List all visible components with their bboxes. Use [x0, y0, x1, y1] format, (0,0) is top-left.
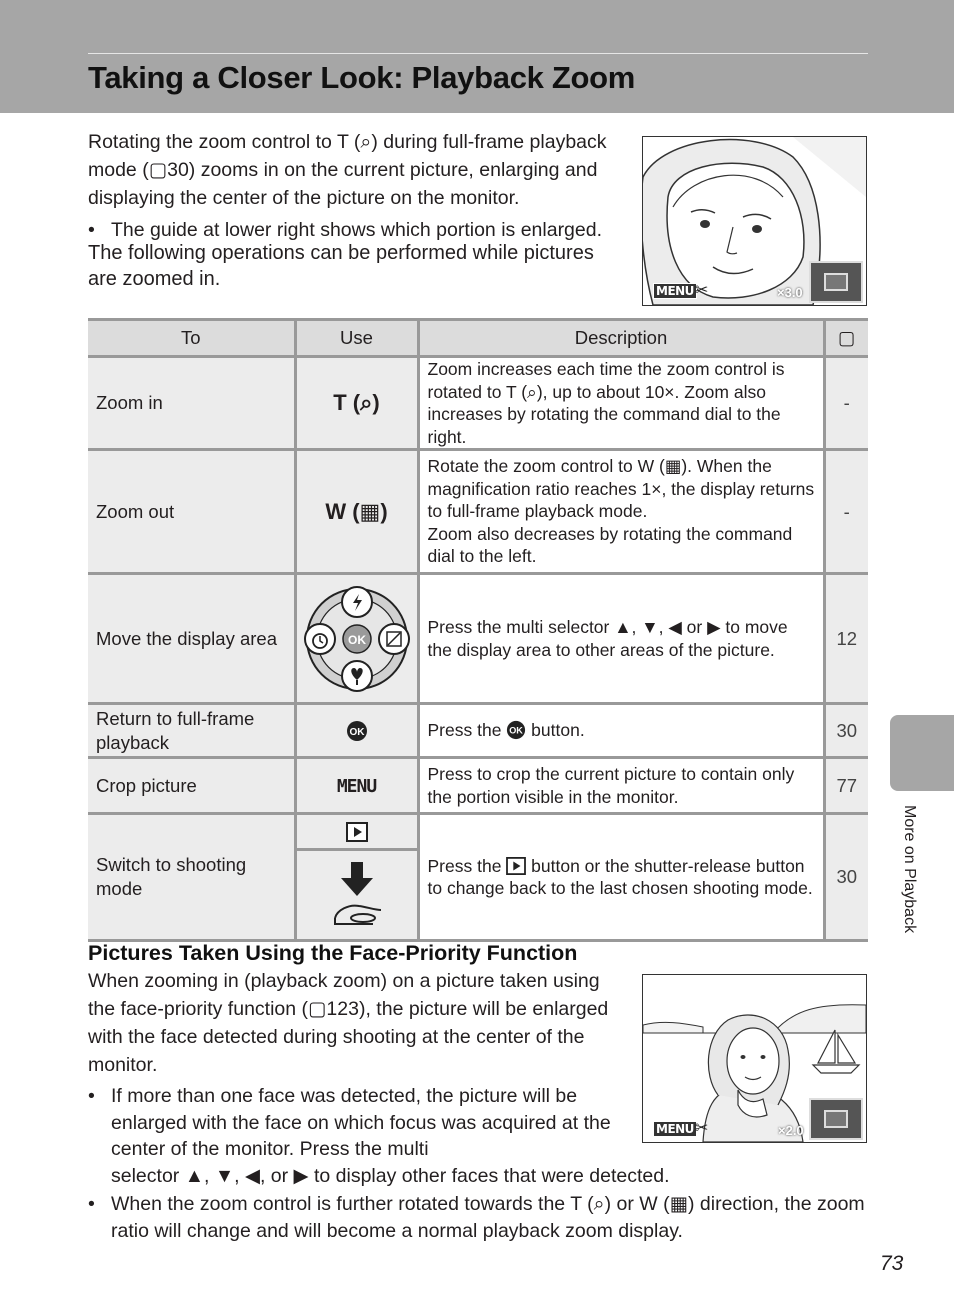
table-row	[88, 574, 868, 704]
row-description: Press the multi selector ▲, ▼, ◀ or ▶ to move the display area to other areas of the picture.	[418, 574, 824, 704]
row-use	[295, 357, 418, 450]
col-header-description: Description	[418, 320, 824, 357]
section-side-tab	[890, 715, 954, 791]
shutter-release-cell	[297, 851, 417, 939]
row-description-post: button.	[526, 720, 585, 741]
page-number: 73	[880, 1252, 904, 1275]
col-header-to: To	[88, 320, 295, 357]
row-to: Zoom out	[88, 450, 295, 574]
zoom-guide-viewport	[824, 273, 848, 291]
row-to: Crop picture	[88, 758, 295, 814]
intro-tail: The following operations can be performed while pictures are zoomed in.	[88, 242, 594, 290]
row-to: Switch to shooting mode	[88, 814, 295, 941]
row-page: -	[824, 450, 868, 574]
row-description: Press to crop the current picture to contain only the portion visible in the monitor.	[418, 758, 824, 814]
page-header	[0, 0, 954, 113]
row-description: Zoom increases each time the zoom control is rotated to T (⌕), up to about 10×. Zoom also increases by rotating the command dial to the right.	[418, 357, 824, 450]
table-row	[88, 758, 868, 814]
section-side-label: More on Playback	[901, 805, 918, 934]
section-paragraph: When zooming in (playback zoom) on a picture taken using the face-priority function (▢123), the picture will be enlarged with the face detected during shooting at the center of the monitor.	[88, 970, 609, 1076]
zoom-ratio: ×3.0	[777, 285, 803, 300]
row-use	[295, 704, 418, 758]
zoom-ratio: ×2.0	[778, 1123, 804, 1138]
row-description-pre: Press the	[427, 855, 507, 876]
row-page: -	[824, 357, 868, 450]
page-title: Taking a Closer Look: Playback Zoom	[88, 60, 636, 95]
intro-block	[88, 128, 623, 292]
row-to: Zoom in	[88, 357, 295, 450]
row-description-part1: Rotate the zoom control to W (▦). When the magnification ratio reaches 1×, the display returns to full-frame playback mode.	[427, 456, 815, 522]
row-page: 30	[824, 814, 868, 941]
table-row	[88, 357, 868, 450]
ok-button-icon	[346, 720, 368, 742]
section-title: Pictures Taken Using the Face-Priority Function	[88, 941, 578, 965]
section-bullet-1-part2: selector ▲, ▼, ◀, or ▶ to display other faces that were detected.	[111, 1164, 670, 1187]
menu-icon: MENU	[653, 283, 697, 299]
row-page: 30	[824, 704, 868, 758]
svg-text:OK: OK	[347, 632, 366, 647]
multi-selector-icon	[302, 584, 412, 694]
row-use	[295, 574, 418, 704]
intro-bullet: • The guide at lower right shows which portion is enlarged.	[88, 216, 623, 244]
playback-button-icon	[346, 822, 368, 842]
row-use	[295, 758, 418, 814]
zoom-out-wide-icon: W (▦)	[325, 498, 388, 524]
zoom-in-tele-icon: T (⌕)	[333, 390, 380, 415]
zoom-guide	[809, 261, 863, 303]
row-description-pre: Press the	[427, 720, 507, 741]
row-use	[295, 814, 418, 941]
section-body	[88, 967, 878, 1244]
row-description	[418, 704, 824, 758]
row-description-post: button or the shutter-release button to change back to the last chosen shooting mode.	[427, 855, 813, 898]
row-page: 12	[824, 574, 868, 704]
playback-button-inline-icon	[506, 857, 526, 875]
row-to: Move the display area	[88, 574, 295, 704]
playback-zoom-thumbnail	[642, 136, 867, 306]
col-header-use: Use	[295, 320, 418, 357]
section-bullet-1	[88, 1083, 878, 1189]
row-description	[418, 814, 824, 941]
scissors-icon: ✂	[695, 1120, 709, 1137]
playback-button-cell	[297, 815, 417, 851]
row-description-part2: Zoom also decreases by rotating the command dial to the left.	[427, 523, 793, 567]
svg-text:OK: OK	[509, 725, 524, 736]
section-bullet-2: • When the zoom control is further rotated towards the T (⌕) or W (▦) direction, the zoom ratio will change and will become a normal playback zoom display.	[88, 1191, 878, 1244]
row-use	[295, 450, 418, 574]
row-to: Return to full-frame playback	[88, 704, 295, 758]
table-row	[88, 814, 868, 941]
ok-button-inline-icon	[506, 720, 526, 740]
table-header-row	[88, 320, 868, 357]
row-description	[418, 450, 824, 574]
menu-button-icon: MENU	[336, 775, 377, 797]
operations-table	[88, 318, 868, 942]
svg-text:OK: OK	[349, 726, 364, 738]
section-bullet-1-part1: • If more than one face was detected, the picture will be enlarged with the face on which focus was acquired at the center of the monitor. Press the multi	[111, 1085, 611, 1160]
intro-paragraph: Rotating the zoom control to T (⌕) during full-frame playback mode (▢30) zooms in on the current picture, enlarging and displaying the center of the picture on the monitor.	[88, 131, 607, 209]
menu-icon: MENU	[653, 1121, 697, 1137]
table-row	[88, 704, 868, 758]
col-header-page-ref-icon: ▢	[824, 320, 868, 357]
scissors-icon: ✂	[695, 282, 709, 299]
header-rule	[88, 53, 868, 54]
row-page: 77	[824, 758, 868, 814]
table-row	[88, 450, 868, 574]
shutter-release-press-icon	[327, 860, 387, 930]
